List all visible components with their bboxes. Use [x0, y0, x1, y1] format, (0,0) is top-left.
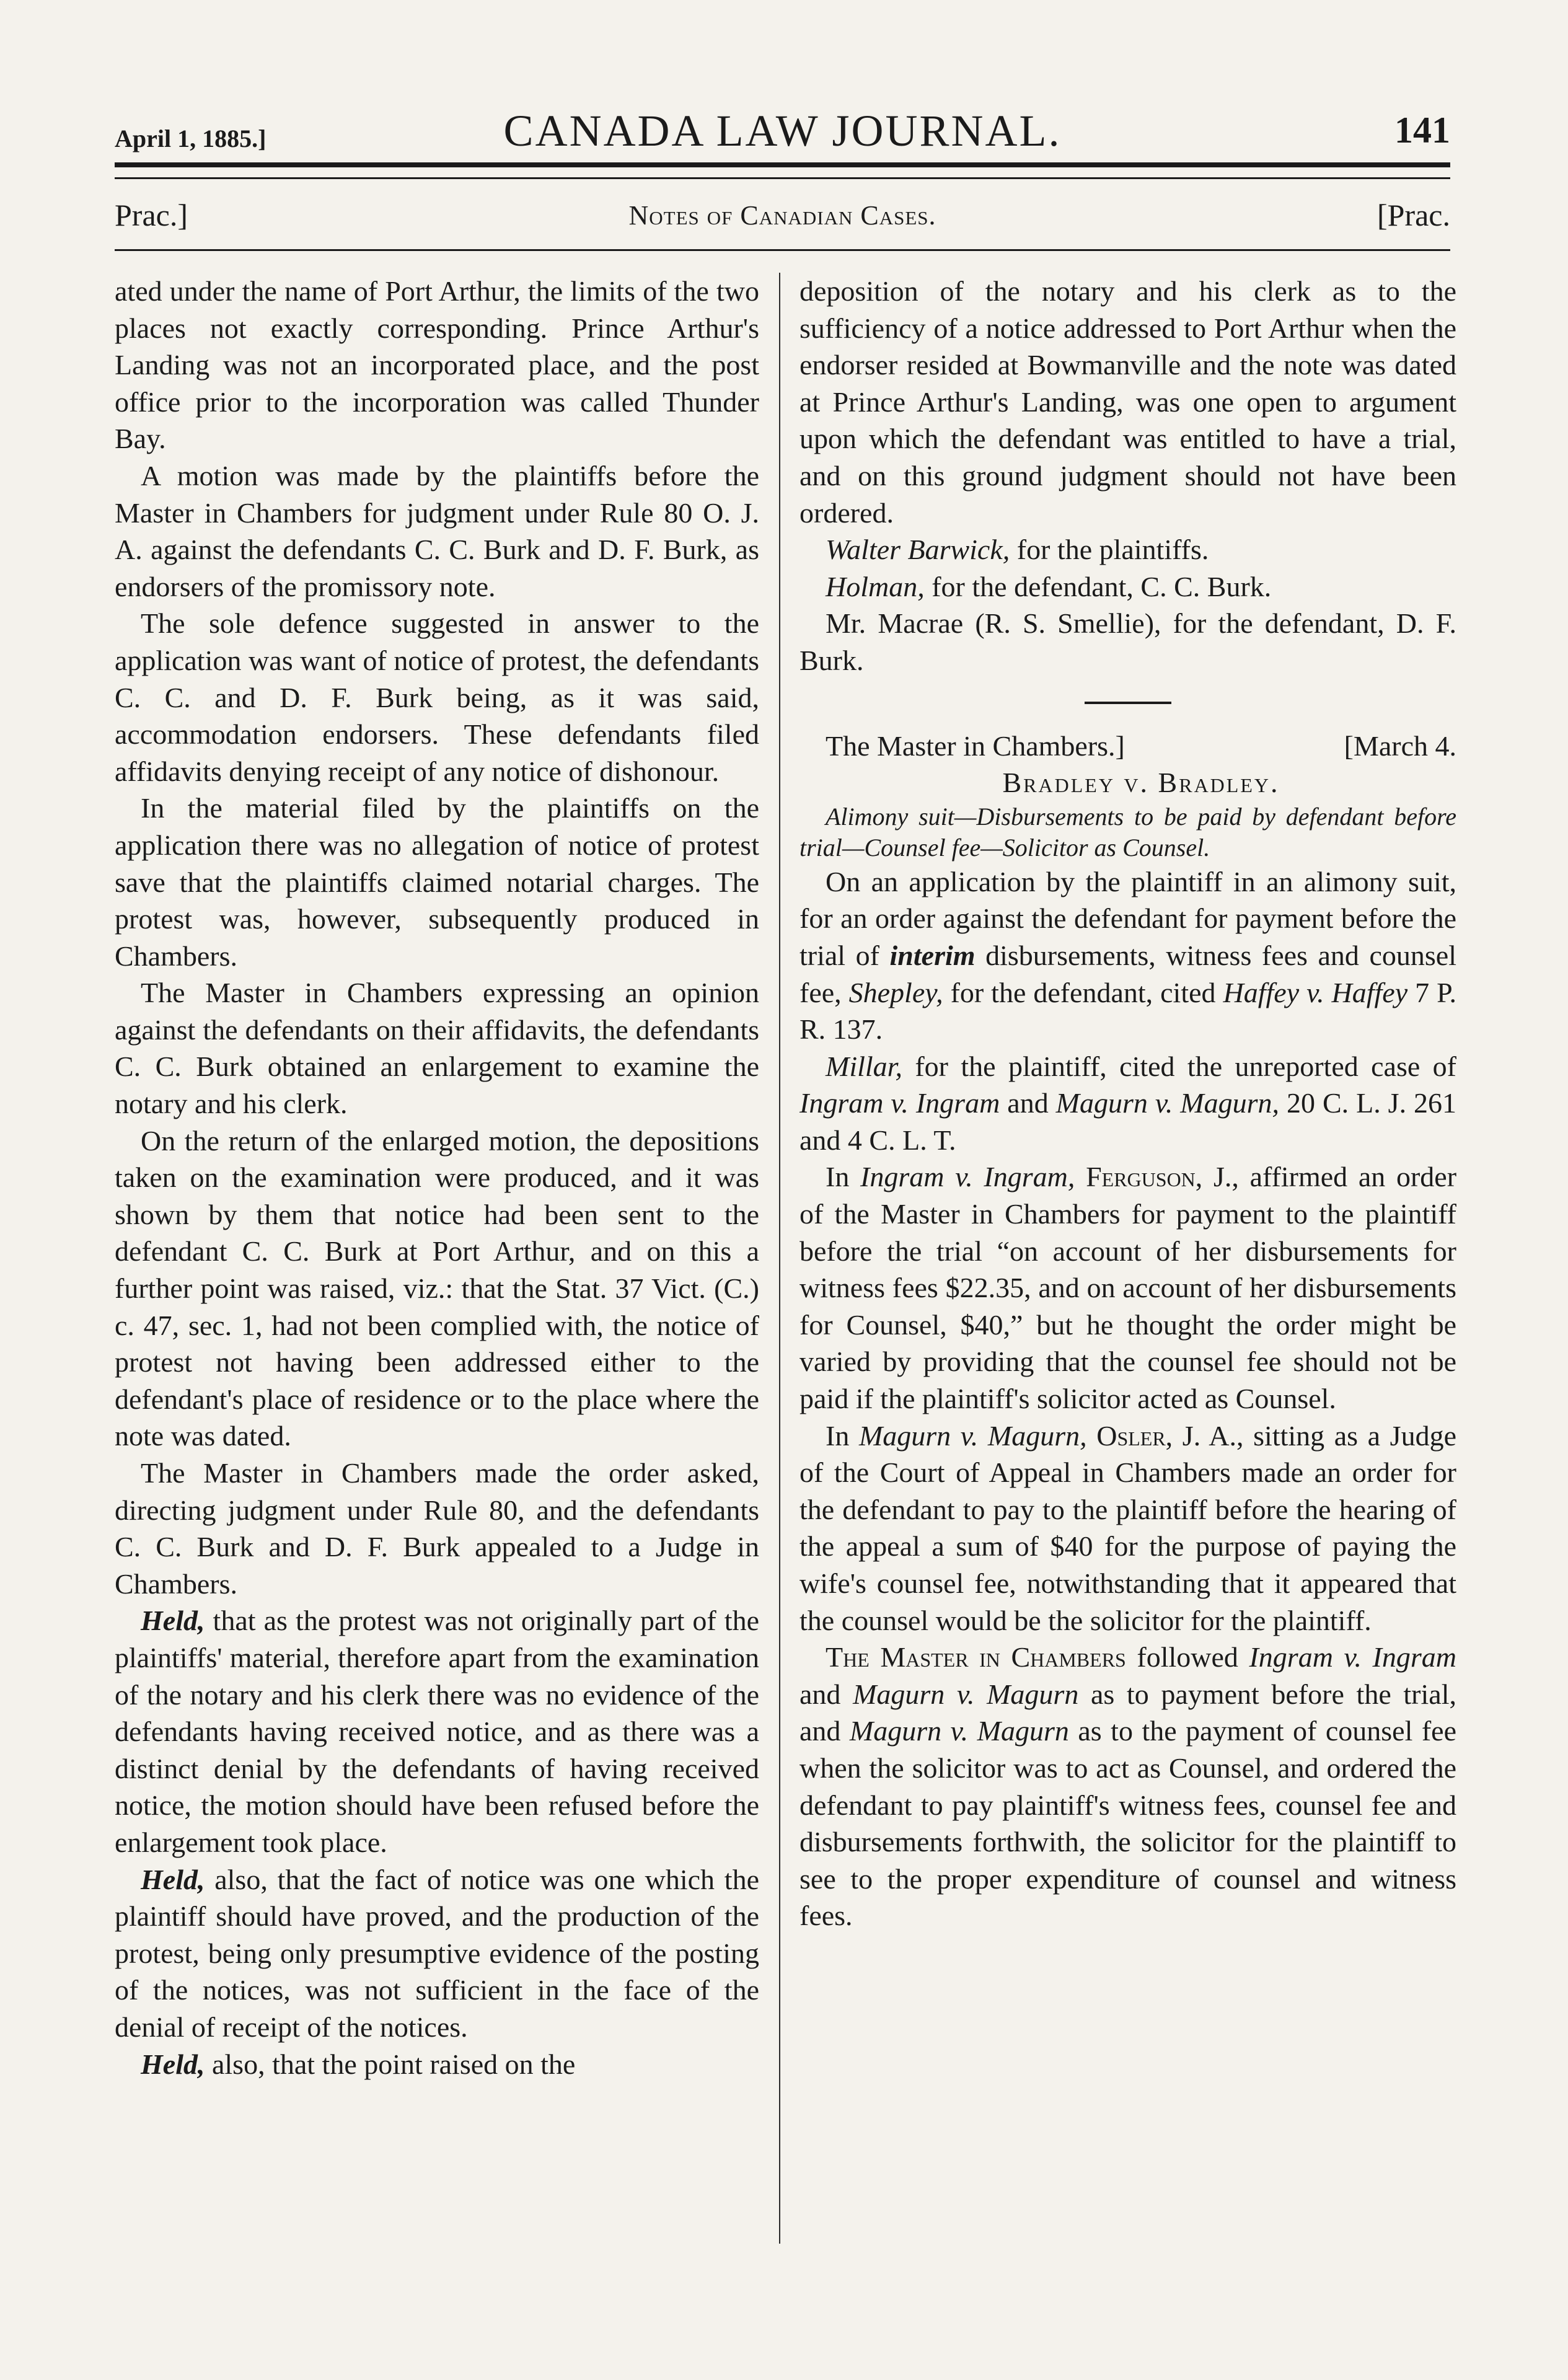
paragraph: ated under the name of Port Arthur, the limits of the two places not exactly corresponding. Prince Arthur's Landing was not an incorporated place, and the post office prior to the incorporation was called Thunder Bay.: [115, 275, 759, 455]
journal-title: CANADA LAW JOURNAL.: [503, 106, 1062, 156]
held-text: also, that the fact of notice was one which the plaintiff should have proved, and the production of the protest, being only presumptive evidence of the posting of the notices, was not sufficient in the face of the denial of receipt of the notices.: [115, 1863, 759, 2043]
counsel-name: Holman,: [826, 570, 925, 602]
judge-name: Osler,: [1096, 1419, 1173, 1452]
header-rule-thick: [115, 162, 1450, 167]
text-run: On an application by the plaintiff in an alimony suit, for an order against the defendant for payment before the trial of: [799, 865, 1456, 971]
held-paragraph: [115, 1602, 759, 1861]
issue-date: April 1, 1885.]: [115, 125, 266, 152]
case-title: Bradley v. Bradley.: [1002, 767, 1280, 799]
counsel-line: [799, 568, 1456, 606]
counsel-text: for the plaintiffs.: [1010, 534, 1209, 566]
judge-name: Ferguson,: [1086, 1161, 1203, 1193]
case-citation: Ingram v. Ingram: [1249, 1641, 1456, 1673]
case-separator: [1085, 702, 1171, 704]
text-run: for the defendant, cited: [943, 976, 1216, 1008]
paragraph: deposition of the notary and his clerk as to the sufficiency of a notice addressed to Port Arthur when the endorser resided at Bowmanville and the note was dated at Prince Arthur's Landing, was one open to argument upon which the defendant was entitled to have a trial, and on this ground judgment should not have been ordered.: [799, 275, 1456, 529]
section-rule: [115, 249, 1450, 251]
text-run: and: [799, 1678, 841, 1710]
decision-date: [March 4.: [1344, 729, 1456, 762]
paragraph: [799, 1048, 1456, 1159]
case-citation: Ingram v. Ingram,: [860, 1161, 1075, 1193]
text-run: 7 P. R. 137.: [799, 976, 1457, 1046]
left-column: [115, 273, 759, 2082]
counsel-name: Millar,: [826, 1050, 902, 1082]
held-label: Held,: [141, 2048, 205, 2080]
section-left-label: Prac.]: [115, 198, 188, 232]
section-title: Notes of Canadian Cases.: [628, 200, 936, 231]
text-run: and: [1000, 1087, 1049, 1119]
text-run: In: [826, 1161, 850, 1193]
text-run: as to payment before the trial, and: [799, 1678, 1456, 1747]
paragraph: [799, 1639, 1456, 1934]
counsel-line: [799, 531, 1456, 568]
text-run: for the plaintiff, cited the unreported case of: [902, 1050, 1456, 1082]
court-name: The Master in Chambers.]: [826, 729, 1125, 762]
case-citation: Magurn v. Magurn,: [1055, 1087, 1280, 1119]
held-paragraph: [115, 2046, 759, 2083]
text-run: J., affirmed an order of the Master in Chambers for payment to the plaintiff before the trial “on account of her disbursements for witness fees $22.35, and on account of her disbursements for Counsel, $40,” but he thought the order might be varied by providing that the counsel fee should not be paid if the plaintiff's solicitor acted as Counsel.: [799, 1161, 1457, 1415]
paragraph: [799, 1417, 1456, 1639]
section-right-label: [Prac.: [1377, 198, 1450, 232]
paragraph: [799, 1158, 1456, 1417]
text-run: 20 C. L. J. 261 and 4 C. L. T.: [799, 1087, 1457, 1156]
case-citation: Haffey v. Haffey: [1223, 976, 1408, 1008]
paragraph: On the return of the enlarged motion, the depositions taken on the examination were produced, and it was shown by them that notice had been sent to the defendant C. C. Burk at Port Arthur, and on this a further point was raised, viz.: that the Stat. 37 Vict. (C.) c. 47, sec. 1, had not been complied with, the notice of protest not having been addressed either to the defendant's place of residence or to the place where the note was dated.: [115, 1124, 759, 1452]
court-date-line: [799, 728, 1456, 765]
column-divider: [779, 273, 780, 2244]
text-run: as to the payment of counsel fee when the solicitor was to act as Counsel, and ordered the defendant to pay plaintiff's witness fees, counsel fee and disbursements forthwith, the solicitor for the plaintiff to see to the proper expenditure of counsel and witness fees.: [799, 1715, 1456, 1932]
right-column: [799, 273, 1456, 1934]
held-label: Held,: [141, 1863, 205, 1895]
held-paragraph: [115, 1861, 759, 2046]
section-header: [115, 197, 1450, 247]
case-citation: Magurn v. Magurn: [849, 1715, 1069, 1747]
italic-term: interim: [889, 939, 976, 971]
text-run: followed: [1125, 1641, 1238, 1673]
held-label: Held,: [141, 1605, 205, 1637]
paragraph: In the material filed by the plaintiffs on the application there was no allegation of notice of protest save that the plaintiffs claimed notarial charges. The protest was, however, subsequently produced in Chambers.: [115, 792, 759, 972]
counsel-line: Mr. Macrae (R. S. Smellie), for the defendant, D. F. Burk.: [799, 607, 1456, 676]
header-rule-thin: [115, 177, 1450, 179]
counsel-text: for the defendant, C. C. Burk.: [924, 570, 1272, 602]
text-run: J. A., sitting as a Judge of the Court of Appeal in Chambers made an order for the defendant to pay to the plaintiff before the hearing of the appeal a sum of $40 for the purpose of paying the wife's counsel fee, notwithstanding that it appeared that the counsel would be the solicitor for the plaintiff.: [799, 1419, 1456, 1636]
held-text: also, that the point raised on the: [205, 2048, 576, 2080]
case-citation: Magurn v. Magurn: [853, 1678, 1079, 1710]
paragraph: The sole defence suggested in answer to the application was want of notice of protest, the defendants C. C. and D. F. Burk being, as it was said, accommodation endorsers. These defendants filed affidavits denying receipt of any notice of dishonour.: [115, 607, 759, 787]
paragraph: [799, 863, 1456, 1048]
paragraph: The Master in Chambers expressing an opinion against the defendants on their affidavits, the defendants C. C. Burk obtained an enlargement to examine the notary and his clerk.: [115, 977, 759, 1120]
text-run: In: [826, 1419, 850, 1452]
counsel-name: Shepley,: [848, 976, 943, 1008]
case-citation: Ingram v. Ingram: [799, 1087, 1000, 1119]
held-text: that as the protest was not originally part of the plaintiffs' material, therefore apart from the examination of the notary and his clerk there was no evidence of the defendants having received notice, and as there was a distinct denial by the defendants of having received notice, the motion should have been refused before the enlargement took place.: [115, 1605, 759, 1858]
counsel-name: Walter Barwick,: [826, 534, 1010, 566]
page-number: 141: [1394, 110, 1450, 151]
case-citation: Magurn v. Magurn,: [858, 1419, 1087, 1452]
headnote: Alimony suit—Disbursements to be paid by defendant before trial—Counsel fee—Solicitor as Counsel.: [799, 802, 1456, 862]
paragraph: The Master in Chambers made the order asked, directing judgment under Rule 80, and the defendants C. C. Burk and D. F. Burk appealed to a Judge in Chambers.: [115, 1457, 759, 1600]
paragraph: A motion was made by the plaintiffs before the Master in Chambers for judgment under Rule 80 O. J. A. against the defendants C. C. Burk and D. F. Burk, as endorsers of the promissory note.: [115, 459, 759, 602]
text-run: disbursements, witness fees and counsel fee,: [799, 939, 1456, 1008]
court-name: The Master in Chambers: [826, 1641, 1126, 1673]
